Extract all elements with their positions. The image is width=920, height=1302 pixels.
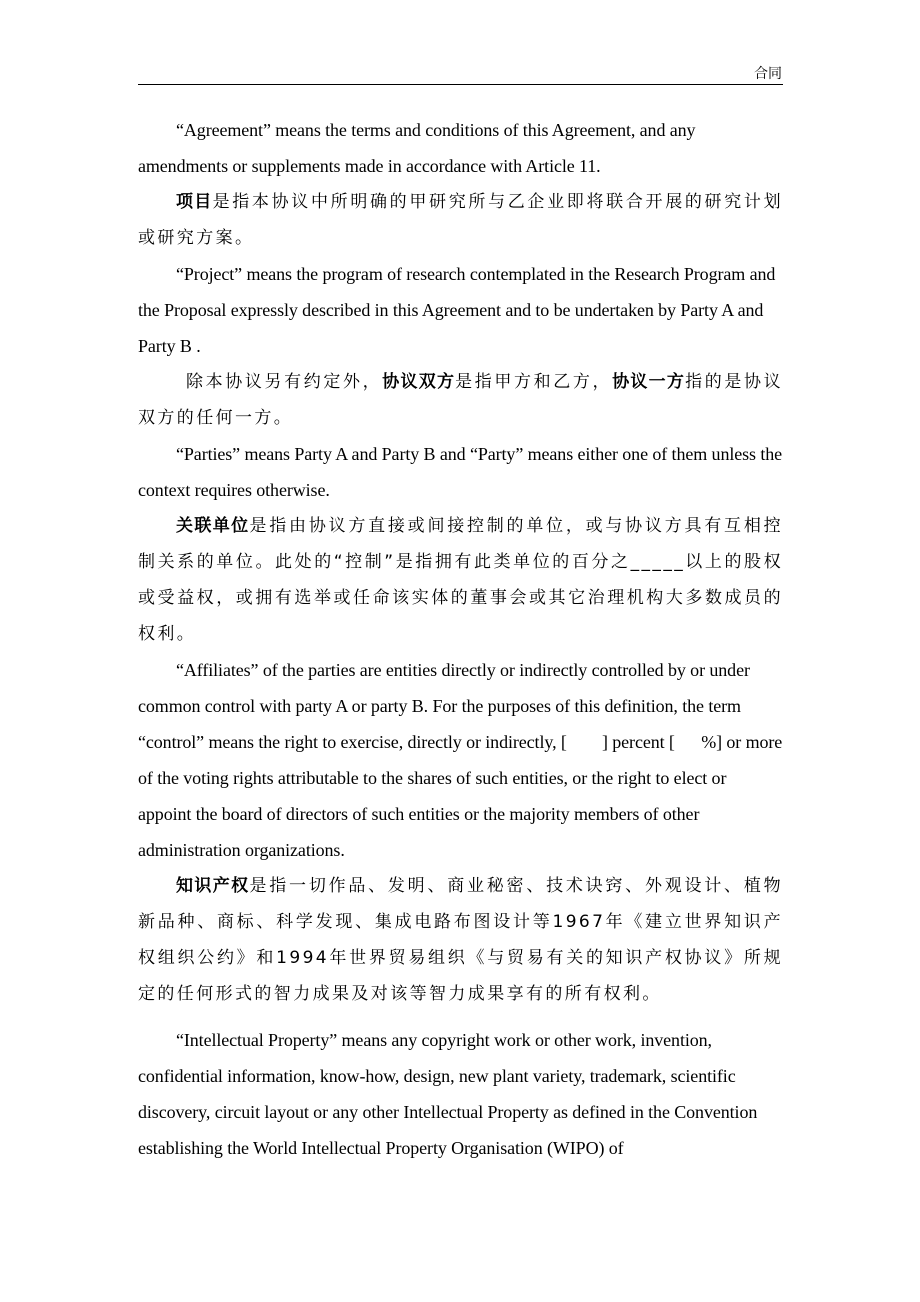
header-divider bbox=[138, 84, 783, 85]
parties-mid: 是指甲方和乙方， bbox=[455, 372, 613, 392]
definition-ip: 是指一切作品、发明、商业秘密、技术诀窍、外观设计、植物新品种、商标、科学发现、集成电路布图设计等1967年《建立世界知识产权组织公约》和1994年世界贸易组织《与贸易有关的知识产权协议》所规定的任何形式的智力成果及对该等智力成果享有的所有权利。 bbox=[138, 876, 783, 1004]
term-affiliates: 关联单位 bbox=[176, 516, 250, 536]
term-project: 项目 bbox=[176, 192, 213, 212]
paragraph-affiliates-en: “Affiliates” of the parties are entities directly or indirectly controlled by or under common control with party A or party B. For the purposes of this definition, the term “control” means the right to exercise, directly or indirectly, [ ] percent [ %] or more of the voting rights attributable to the shares of such entities, or the right to elect or appoint the board of directors of such entities or the majority members of other administration organizations. bbox=[138, 660, 787, 860]
paragraph-parties-cn bbox=[138, 364, 783, 436]
term-party: 协议一方 bbox=[612, 372, 686, 392]
paragraph-project-en: “Project” means the program of research contemplated in the Research Program and the Proposal expressly described in this Agreement and to be undertaken by Party A and Party B . bbox=[138, 264, 776, 356]
paragraph-affiliates-cn bbox=[138, 508, 783, 652]
term-parties: 协议双方 bbox=[382, 372, 456, 392]
definition-affiliates: 是指由协议方直接或间接控制的单位，或与协议方具有互相控制关系的单位。此处的“控制”是指拥有此类单位的百分之_____以上的股权或受益权，或拥有选举或任命该实体的董事会或其它治理机构大多数成员的权利。 bbox=[138, 516, 783, 644]
paragraph-agreement-en: “Agreement” means the terms and conditions of this Agreement, and any amendments or supplements made in accordance with Article 11. bbox=[138, 120, 696, 176]
parties-lead: 除本协议另有约定外， bbox=[186, 372, 383, 392]
document-body bbox=[138, 112, 787, 1166]
paragraph-parties-en: “Parties” means Party A and Party B and “Party” means either one of them unless the context requires otherwise. bbox=[138, 444, 783, 500]
paragraph-ip-en: “Intellectual Property” means any copyright work or other work, invention, confidential information, know-how, design, new plant variety, trademark, scientific discovery, circuit layout or any other Intellectual Property as defined in the Convention establishing the World Intellectual Property Organisation (WIPO) of bbox=[138, 1030, 758, 1158]
paragraph-project-cn bbox=[138, 184, 783, 256]
header-label: 合同 bbox=[754, 66, 782, 82]
parties-tail: 指的是协议双方的任何一方。 bbox=[138, 372, 783, 428]
definition-project: 是指本协议中所明确的甲研究所与乙企业即将联合开展的研究计划或研究方案。 bbox=[138, 192, 783, 248]
term-ip: 知识产权 bbox=[176, 876, 250, 896]
paragraph-ip-cn bbox=[138, 868, 783, 1012]
